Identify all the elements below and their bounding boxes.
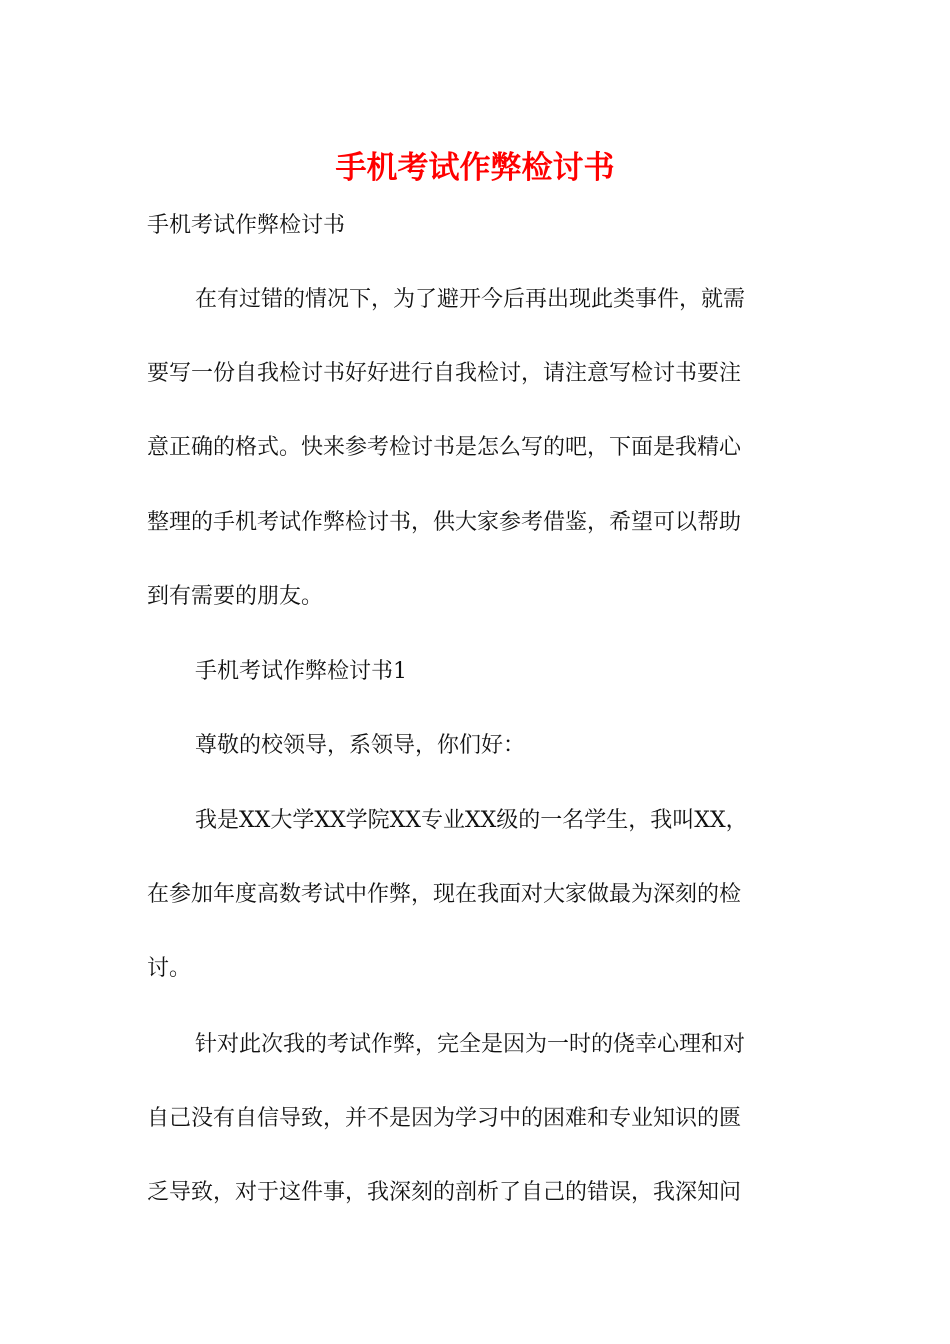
paragraph-line: 在参加年度高数考试中作弊，现在我面对大家做最为深刻的检 xyxy=(147,882,742,907)
paragraph-line: 针对此次我的考试作弊，完全是因为一时的侥幸心理和对 xyxy=(195,1032,746,1057)
intro-line: 在有过错的情况下，为了避开今后再出现此类事件，就需 xyxy=(195,287,746,312)
paragraph-line: 讨。 xyxy=(147,956,192,981)
section-heading: 手机考试作弊检讨书1 xyxy=(195,659,407,684)
intro-line: 要写一份自我检讨书好好进行自我检讨，请注意写检讨书要注 xyxy=(147,361,742,386)
intro-line: 整理的手机考试作弊检讨书，供大家参考借鉴，希望可以帮助 xyxy=(147,510,742,535)
salutation: 尊敬的校领导，系领导，你们好： xyxy=(195,733,526,758)
paragraph-line: 乏导致，对于这件事，我深刻的剖析了自己的错误，我深知问 xyxy=(147,1180,742,1205)
paragraph-line: 自己没有自信导致，并不是因为学习中的困难和专业知识的匮 xyxy=(147,1106,742,1131)
document-title: 手机考试作弊检讨书 xyxy=(335,150,615,186)
document-subtitle: 手机考试作弊检讨书 xyxy=(147,213,346,238)
paragraph-line: 我是XX大学XX学院XX专业XX级的一名学生，我叫XX， xyxy=(195,808,748,833)
intro-line: 意正确的格式。快来参考检讨书是怎么写的吧，下面是我精心 xyxy=(147,435,742,460)
intro-line: 到有需要的朋友。 xyxy=(147,584,324,609)
